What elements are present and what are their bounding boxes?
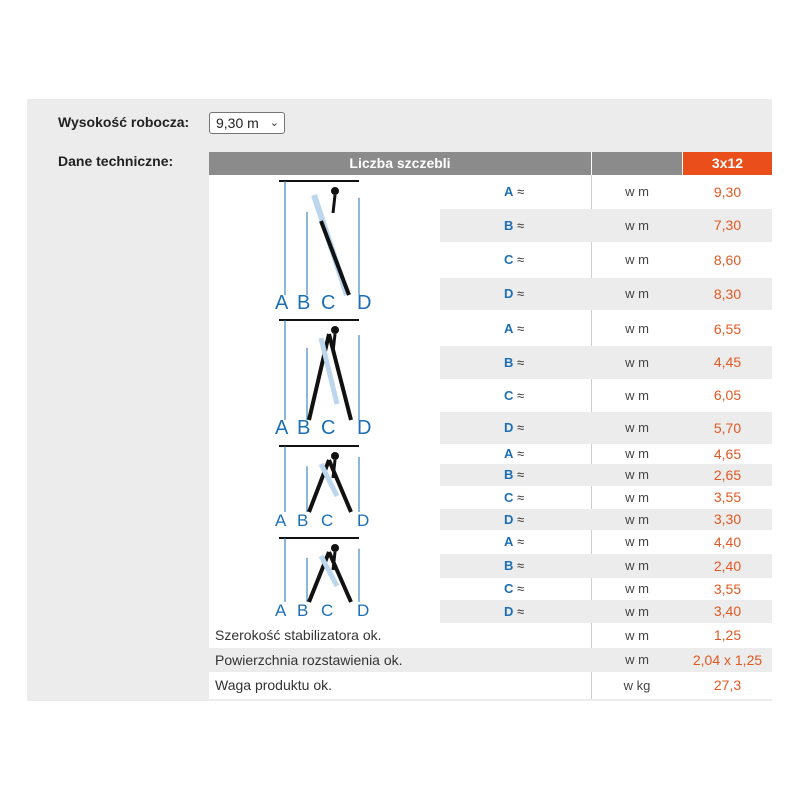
dimension-key [504, 312, 564, 346]
approx-sign: ≈ [517, 321, 525, 336]
unit-cell: w m [625, 652, 649, 667]
dimension-key [504, 530, 564, 554]
footer-row [209, 623, 772, 648]
dimension-letter: C [504, 490, 514, 505]
dimension-letter: A [504, 321, 514, 336]
table-row [440, 600, 772, 623]
value-cell: 3,55 [713, 581, 742, 597]
diagram-letter: C [321, 292, 336, 314]
table-row [440, 464, 772, 486]
header-model: 3x12 [683, 152, 772, 175]
table-row [440, 312, 772, 346]
footer-label: Szerokość stabilizatora ok. [215, 627, 382, 643]
dimension-letter: C [504, 581, 514, 596]
table-row [440, 346, 772, 379]
value-cell: 2,65 [713, 467, 742, 483]
ladder-diagram [259, 177, 459, 317]
diagram-letter: A [275, 601, 287, 620]
unit-cell: w kg [623, 678, 651, 693]
unit-cell: w m [625, 446, 649, 461]
table-row [440, 278, 772, 310]
dimension-key [504, 346, 564, 379]
value-cell: 7,30 [713, 217, 742, 233]
approx-sign: ≈ [517, 218, 525, 233]
approx-sign: ≈ [517, 355, 525, 370]
table-row [440, 379, 772, 412]
diagram-letter: D [357, 417, 372, 439]
diagram-letter: C [321, 417, 336, 439]
approx-sign: ≈ [517, 446, 525, 461]
table-row [440, 175, 772, 209]
table-row [440, 554, 772, 578]
dimension-letters [275, 601, 369, 620]
unit-cell: w m [625, 184, 649, 199]
diagram-letter: D [357, 601, 370, 620]
footer-label: Powierzchnia rozstawienia ok. [215, 652, 403, 668]
working-height-label: Wysokość robocza: [58, 114, 190, 130]
unit-cell: w m [625, 467, 649, 482]
dimension-key [504, 412, 564, 444]
diagram-letter: B [297, 601, 309, 620]
value-cell: 4,65 [713, 446, 742, 462]
table-row [440, 578, 772, 600]
tech-data-label: Dane techniczne: [58, 153, 174, 169]
approx-sign: ≈ [517, 252, 525, 267]
table-row [440, 412, 772, 444]
chevron-down-icon: ⌄ [269, 117, 279, 129]
approx-sign: ≈ [517, 512, 525, 527]
diagram-letter: B [297, 417, 311, 439]
unit-cell: w m [625, 388, 649, 403]
header-unit [592, 152, 682, 175]
dimension-key [504, 554, 564, 578]
dimension-letter: B [504, 218, 514, 233]
unit-cell: w m [625, 252, 649, 267]
dimension-key [504, 600, 564, 623]
approx-sign: ≈ [517, 467, 525, 482]
dimension-key [504, 175, 564, 209]
dimension-letter: A [504, 446, 514, 461]
working-height-select[interactable] [209, 112, 285, 134]
dimension-key [504, 486, 564, 509]
dimension-key [504, 444, 564, 464]
diagram-letter: A [275, 511, 287, 530]
unit-cell: w m [625, 534, 649, 549]
value-cell: 3,40 [713, 603, 742, 619]
value-cell: 3,30 [713, 511, 742, 527]
approx-sign: ≈ [517, 558, 525, 573]
approx-sign: ≈ [517, 534, 525, 549]
dimension-key [504, 578, 564, 600]
diagram-letter: B [297, 292, 311, 314]
approx-sign: ≈ [517, 286, 525, 301]
dimension-letter: D [504, 604, 514, 619]
dimension-key [504, 278, 564, 310]
dimension-letter: B [504, 467, 514, 482]
table-row [440, 486, 772, 509]
table-row [440, 509, 772, 530]
table-row [440, 530, 772, 554]
value-cell: 5,70 [713, 420, 742, 436]
ladder-diagram [259, 442, 459, 534]
diagram-letter: C [321, 601, 334, 620]
unit-cell: w m [625, 420, 649, 435]
diagram-letter: C [321, 511, 334, 530]
value-cell: 4,40 [713, 534, 742, 550]
dimension-letter: A [504, 534, 514, 549]
dimension-letters [275, 292, 371, 314]
table-row [440, 209, 772, 242]
unit-cell: w m [625, 218, 649, 233]
dimension-letters [275, 417, 371, 439]
ladder-diagram [259, 316, 459, 442]
dimension-key [504, 209, 564, 242]
dimension-letter: B [504, 355, 514, 370]
unit-cell: w m [625, 286, 649, 301]
value-cell: 8,30 [713, 286, 742, 302]
dimension-key [504, 464, 564, 486]
unit-cell: w m [625, 512, 649, 527]
value-cell: 27,3 [713, 677, 742, 693]
diagram-letter: D [357, 511, 370, 530]
unit-cell: w m [625, 355, 649, 370]
dimension-letter: B [504, 558, 514, 573]
dimension-letter: A [504, 184, 514, 199]
dimension-key [504, 379, 564, 412]
diagram-letter: A [275, 417, 289, 439]
approx-sign: ≈ [517, 490, 525, 505]
dimension-key [504, 509, 564, 530]
approx-sign: ≈ [517, 184, 525, 199]
table-row [440, 242, 772, 278]
footer-row [209, 648, 772, 672]
diagram-letter: A [275, 292, 289, 314]
dimension-letter: C [504, 252, 514, 267]
footer-row [209, 672, 772, 699]
value-cell: 3,55 [713, 489, 742, 505]
approx-sign: ≈ [517, 604, 525, 619]
unit-cell: w m [625, 558, 649, 573]
diagram-letter: B [297, 511, 309, 530]
unit-cell: w m [625, 604, 649, 619]
value-cell: 1,25 [713, 627, 742, 643]
footer-label: Waga produktu ok. [215, 677, 332, 693]
dimension-letter: D [504, 286, 514, 301]
working-height-value: 9,30 m [216, 115, 259, 131]
value-cell: 2,04 x 1,25 [692, 652, 763, 668]
unit-cell: w m [625, 490, 649, 505]
dimension-letter: D [504, 420, 514, 435]
value-cell: 2,40 [713, 558, 742, 574]
approx-sign: ≈ [517, 581, 525, 596]
value-cell: 8,60 [713, 252, 742, 268]
dimension-letter: C [504, 388, 514, 403]
value-cell: 4,45 [713, 354, 742, 370]
value-cell: 6,05 [713, 387, 742, 403]
dimension-letter: D [504, 512, 514, 527]
ladder-diagram [259, 534, 459, 624]
unit-cell: w m [625, 321, 649, 336]
approx-sign: ≈ [517, 388, 525, 403]
unit-cell: w m [625, 581, 649, 596]
unit-cell: w m [625, 628, 649, 643]
diagram-letter: D [357, 292, 372, 314]
table-row [440, 444, 772, 464]
spec-table [209, 152, 772, 699]
header-rungs: Liczba szczebli [209, 152, 591, 175]
dimension-letters [275, 511, 369, 530]
value-cell: 6,55 [713, 321, 742, 337]
dimension-key [504, 242, 564, 278]
value-cell: 9,30 [713, 184, 742, 200]
approx-sign: ≈ [517, 420, 525, 435]
